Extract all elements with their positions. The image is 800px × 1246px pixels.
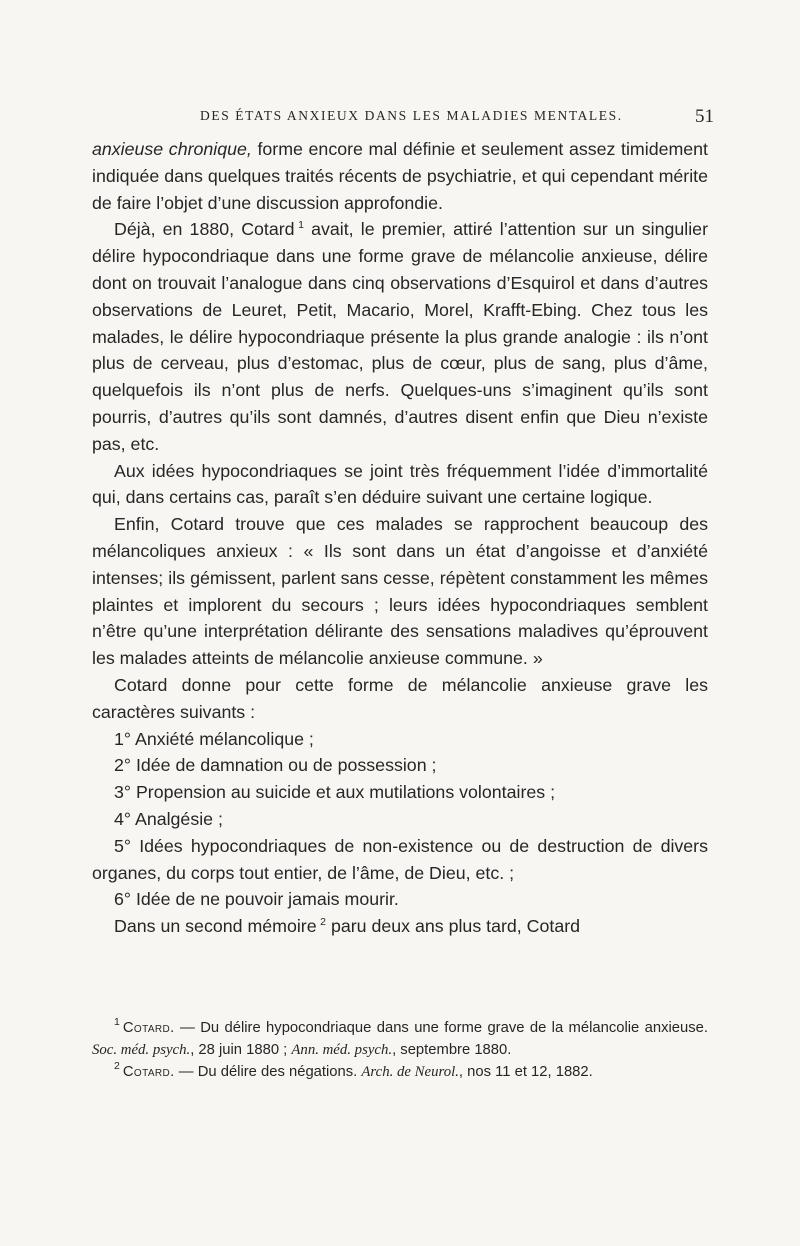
footnote-2-text-a: — Du délire des négations. [174, 1064, 362, 1080]
italic-phrase: anxieuse chronique, [92, 139, 252, 159]
list-item-5: 5° Idées hypocondriaques de non-existence ou de destruction de divers organes, du corps tout entier, de l’âme, de Dieu, etc. ; [92, 835, 708, 883]
list-item-3: 3° Propension au suicide et aux mutilations volontaires ; [114, 782, 556, 803]
footnotes [92, 1017, 708, 1083]
paragraph-3: Aux idées hypocondriaques se joint très fréquemment l’idée d’immortalité qui, dans certains cas, paraît s’en déduire suivant une certaine logique. [92, 460, 708, 508]
paragraph-1-text: forme encore mal définie et seulement assez timidement indiquée dans quelques traités récents de psychiatrie, et qui cependant mérite de faire l’objet d’une discussion approfondie. [92, 139, 708, 213]
paragraph-5: Cotard donne pour cette forme de mélancolie anxieuse grave les caractères suivants : [92, 674, 708, 722]
footnote-ref-1: 1 [298, 219, 304, 232]
footnote-2 [92, 1061, 708, 1083]
paragraph-4: Enfin, Cotard trouve que ces malades se rapprochent beaucoup des mélancoliques anxieux : « Ils sont dans un état d’angoisse et d’anxiété intenses; ils gémissent, parlent sans cesse, répètent constamment les mêmes plaintes et implorent du secours ; leurs idées hypocondriaques semblent n’être qu’une interprétation délirante des sensations maladives qu’éprouvent les malades atteints de mélancolie anxieuse commune. » [92, 514, 708, 669]
footnote-1-author: Cotard. [122, 1020, 175, 1036]
footnote-1 [92, 1017, 708, 1061]
footnote-2-number: 2 [114, 1060, 120, 1072]
footnote-1-text-b: , 28 juin 1880 ; [190, 1042, 292, 1058]
paragraph-1 [92, 136, 708, 216]
paragraph-6 [92, 913, 708, 940]
paragraph-6-start: Dans un second mémoire [114, 916, 317, 937]
list-item-2: 2° Idée de damnation ou de possession ; [114, 755, 437, 776]
footnote-2-journal: Arch. de Neurol. [361, 1064, 459, 1080]
running-head: DES ÉTATS ANXIEUX DANS LES MALADIES MENTALES. [200, 108, 623, 123]
footnote-1-text-c: , septembre 1880. [392, 1042, 512, 1058]
paragraph-2 [92, 216, 708, 457]
list-item-6: 6° Idée de ne pouvoir jamais mourir. [114, 889, 399, 910]
page-header [92, 106, 716, 130]
footnote-2-author: Cotard. [122, 1064, 175, 1080]
list-item-4: 4° Analgésie ; [114, 808, 223, 829]
footnote-1-number: 1 [114, 1016, 120, 1028]
paragraph-6-rest: paru deux ans plus tard, Cotard [326, 916, 581, 937]
footnote-2-text-b: , nos 11 et 12, 1882. [458, 1064, 593, 1080]
paragraph-2-rest: avait, le premier, attiré l’attention sur un singulier délire hypocondriaque dans une forme grave de mélancolie anxieuse, délire dont on trouvait l’analogue dans cinq observations d’Esquirol et dans d’autres observations de Leuret, Petit, Macario, Morel, Krafft-Ebing. Chez tous les malades, le délire hypocondriaque présente la plus grande analogie : ils n’ont plus de cerveau, plus d’estomac, plus de cœur, plus de sang, plus d’âme, quelquefois ils n’ont plus de nerfs. Quelques-uns s’imaginent qu’ils sont pourris, d’autres qu’ils sont damnés, d’autres disent enfin que Dieu n’existe pas, etc. [92, 219, 708, 454]
paragraph-2-start: Déjà, en 1880, Cotard [114, 219, 295, 240]
page-number: 51 [695, 106, 714, 127]
footnote-1-text-a: — Du délire hypocondriaque dans une forme grave de la mélancolie anxieuse. [174, 1020, 708, 1036]
body-text [92, 136, 708, 940]
list-item-1: 1° Anxiété mélancolique ; [114, 728, 314, 749]
footnote-ref-2: 2 [320, 916, 327, 929]
footnote-1-journal-2: Ann. méd. psych. [291, 1042, 393, 1058]
footnote-1-journal-1: Soc. méd. psych. [92, 1042, 191, 1058]
